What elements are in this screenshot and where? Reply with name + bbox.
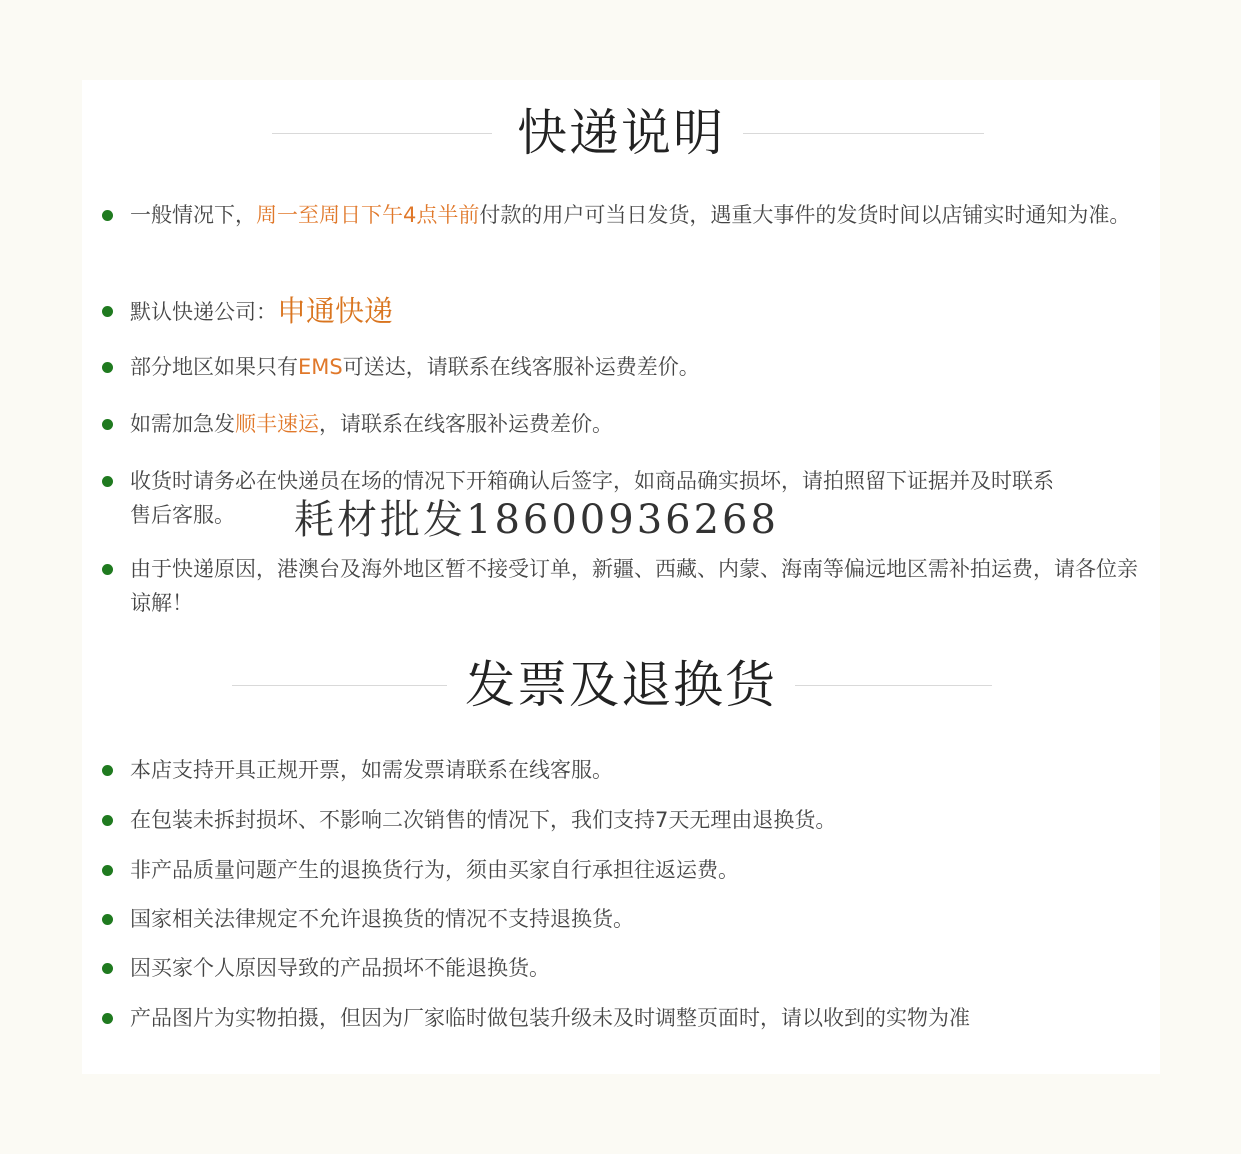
bullet-icon: [102, 210, 113, 221]
shipping-item: [130, 407, 1140, 441]
bullet-icon: [102, 306, 113, 317]
bullet-icon: [102, 1013, 113, 1024]
item-text: ，请联系在线客服补运费差价。: [319, 412, 613, 436]
title-divider-right: [734, 133, 984, 134]
shipping-item: [130, 350, 1140, 384]
item-highlight: 顺丰速运: [235, 412, 319, 436]
item-text: 国家相关法律规定不允许退换货的情况不支持退换货。: [130, 907, 634, 931]
shipping-section-header: [82, 102, 1160, 164]
shipping-item: [130, 552, 1140, 620]
shipping-title: 快递说明: [499, 102, 743, 164]
item-text: 收货时请务必在快递员在场的情况下开箱确认后签字，如商品确实损坏，请拍照留下证据并及时联系售后客服。: [130, 469, 1054, 527]
bullet-icon: [102, 815, 113, 826]
invoice-item: [130, 951, 1140, 985]
item-text: 产品图片为实物拍摄，但因为厂家临时做包装升级未及时调整页面时，请以收到的实物为准: [130, 1006, 970, 1030]
invoice-item: [130, 753, 1140, 787]
item-highlight: 周一至周日下午4点半前: [256, 203, 480, 227]
bullet-icon: [102, 765, 113, 776]
invoice-item: [130, 902, 1140, 936]
invoice-section-header: [82, 654, 1160, 716]
bullet-icon: [102, 419, 113, 430]
bullet-icon: [102, 564, 113, 575]
item-text: 部分地区如果只有: [130, 355, 298, 379]
shipping-item: [130, 198, 1140, 232]
item-text: 因买家个人原因导致的产品损坏不能退换货。: [130, 956, 550, 980]
courier-name: 申通快递: [277, 294, 394, 328]
item-highlight: EMS: [298, 355, 343, 379]
item-text: 非产品质量问题产生的退换货行为，须由买家自行承担往返运费。: [130, 858, 739, 882]
title-divider-right: [782, 685, 992, 686]
item-text: 一般情况下，: [130, 203, 256, 227]
item-text: 在包装未拆封损坏、不影响二次销售的情况下，我们支持7天无理由退换货。: [130, 808, 837, 832]
watermark: 耗材批发18600936268: [294, 497, 779, 543]
bullet-icon: [102, 963, 113, 974]
item-text: 本店支持开具正规开票，如需发票请联系在线客服。: [130, 758, 613, 782]
bullet-icon: [102, 865, 113, 876]
shipping-item: [130, 294, 1140, 329]
invoice-item: [130, 803, 1140, 837]
item-text: 如需加急发: [130, 412, 235, 436]
bullet-icon: [102, 476, 113, 487]
title-divider-left: [272, 133, 492, 134]
title-divider-left: [232, 685, 452, 686]
bullet-icon: [102, 362, 113, 373]
bullet-icon: [102, 914, 113, 925]
item-text: 付款的用户可当日发货，遇重大事件的发货时间以店铺实时通知为准。: [479, 203, 1131, 227]
invoice-item: [130, 1001, 1140, 1035]
item-text: 由于快递原因，港澳台及海外地区暂不接受订单，新疆、西藏、内蒙、海南等偏远地区需补拍运费，请各位亲谅解！: [130, 557, 1138, 615]
item-text: 可送达，请联系在线客服补运费差价。: [342, 355, 700, 379]
info-card: [82, 80, 1160, 1074]
invoice-item: [130, 853, 1140, 887]
invoice-title: 发票及退换货: [447, 654, 795, 716]
item-text: 默认快递公司：: [130, 300, 277, 324]
